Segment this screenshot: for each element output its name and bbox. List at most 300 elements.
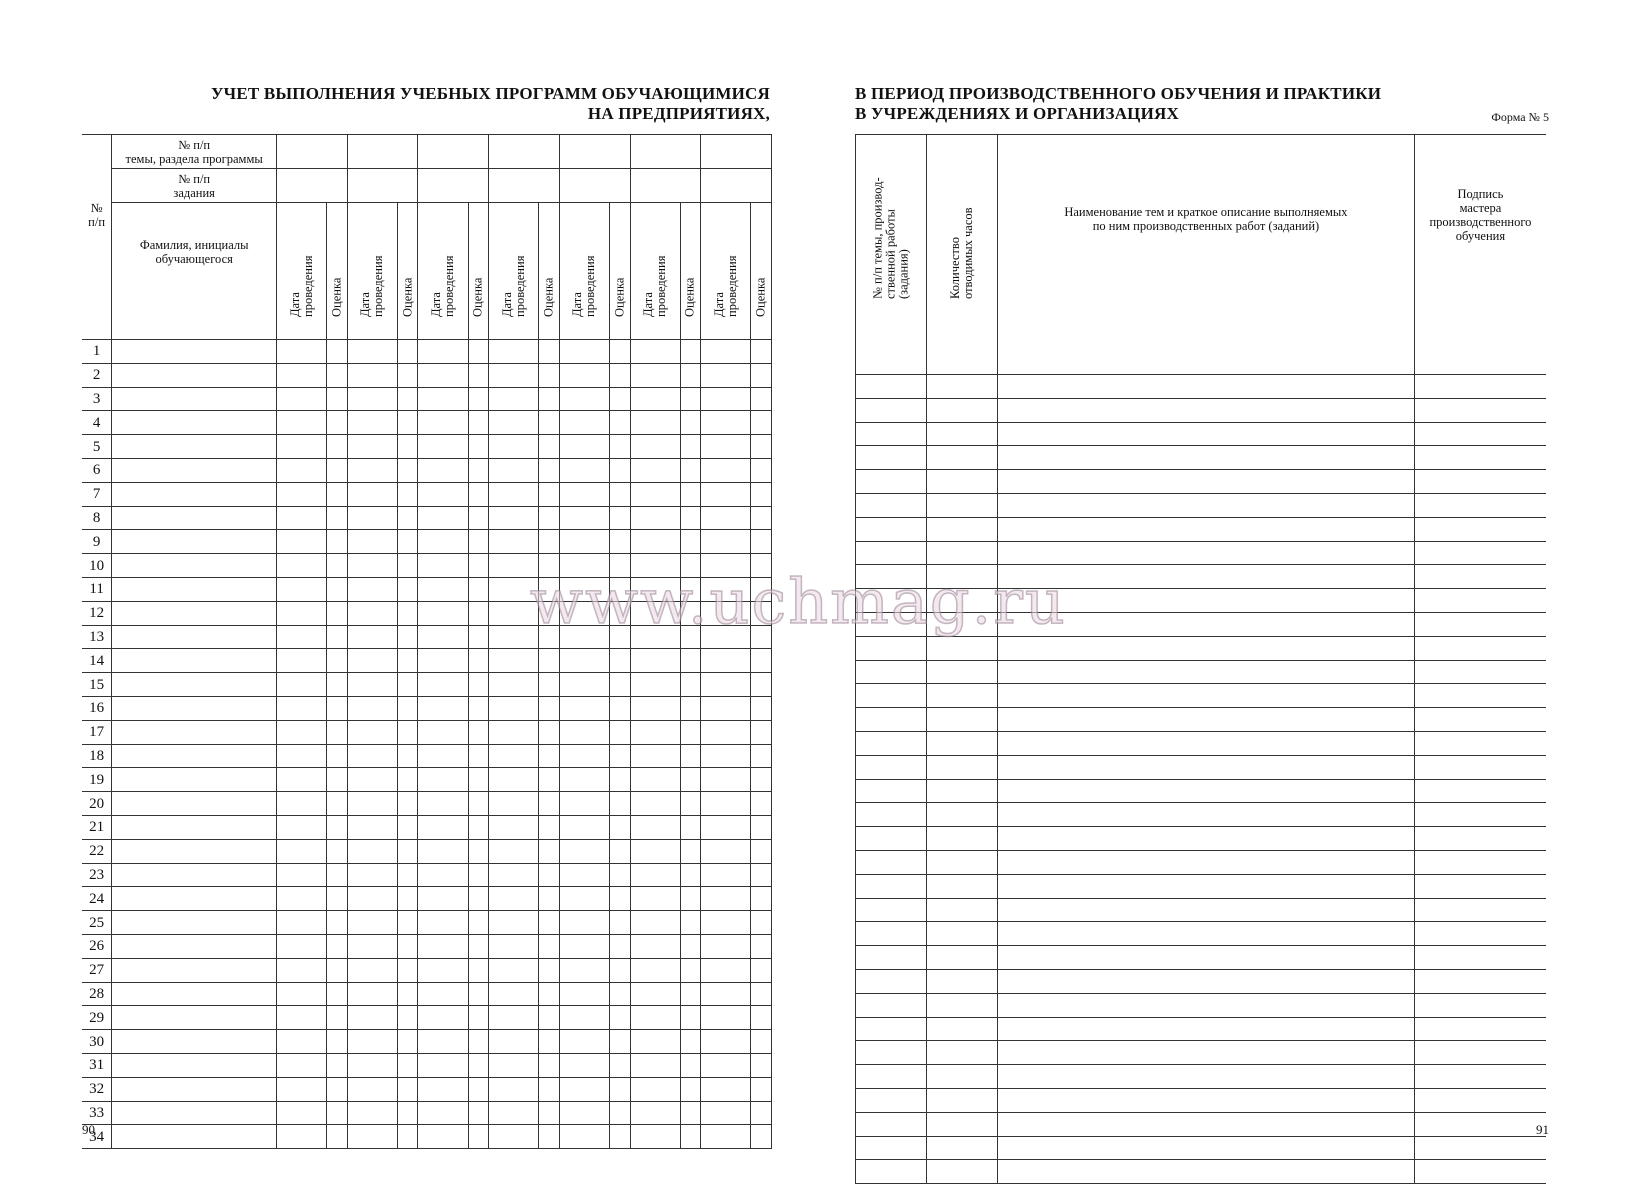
grade-cell (610, 411, 630, 435)
topic-number-cell (856, 922, 927, 946)
grade-cell (610, 363, 630, 387)
grade-cell (327, 625, 347, 649)
table-row (856, 493, 1547, 517)
grade-cell (398, 363, 418, 387)
grade-cell (327, 363, 347, 387)
description-cell (998, 969, 1415, 993)
grade-cell (398, 792, 418, 816)
grade-cell (468, 482, 488, 506)
date-cell (277, 673, 327, 697)
grade-cell (468, 363, 488, 387)
grade-cell (751, 458, 772, 482)
date-cell (630, 625, 680, 649)
date-cell (489, 982, 539, 1006)
grade-cell (610, 934, 630, 958)
grade-cell (468, 744, 488, 768)
header-grade-label: Оценка (329, 277, 344, 317)
signature-cell (1414, 541, 1546, 565)
grade-cell (539, 673, 559, 697)
date-cell (630, 982, 680, 1006)
student-name-cell (112, 744, 277, 768)
date-cell (559, 1006, 609, 1030)
grade-cell (751, 1030, 772, 1054)
table-row (856, 874, 1547, 898)
date-cell (418, 363, 468, 387)
signature-cell (1414, 874, 1546, 898)
grade-cell (327, 696, 347, 720)
date-cell (418, 1030, 468, 1054)
grade-cell (398, 863, 418, 887)
signature-cell (1414, 589, 1546, 613)
date-cell (347, 625, 397, 649)
signature-cell (1414, 660, 1546, 684)
student-name-cell (112, 577, 277, 601)
date-cell (347, 506, 397, 530)
date-cell (701, 530, 751, 554)
header-grade-column (327, 203, 347, 340)
header-date-line-1: Дата (711, 292, 726, 317)
description-cell (998, 922, 1415, 946)
header-date-column (701, 203, 751, 340)
grade-cell (539, 506, 559, 530)
topic-number-cell (856, 589, 927, 613)
table-row (856, 969, 1547, 993)
date-cell (701, 554, 751, 578)
grade-cell (539, 768, 559, 792)
grade-cell (680, 768, 700, 792)
date-cell (701, 768, 751, 792)
grade-cell (468, 554, 488, 578)
date-cell (277, 1053, 327, 1077)
header-signature-line-2: мастера (1459, 201, 1502, 215)
grade-cell (539, 815, 559, 839)
date-cell (701, 482, 751, 506)
date-cell (559, 744, 609, 768)
hours-cell (927, 612, 998, 636)
grade-cell (539, 887, 559, 911)
date-cell (347, 1053, 397, 1077)
grade-cell (468, 673, 488, 697)
date-cell (489, 815, 539, 839)
row-number: 25 (82, 911, 112, 935)
grade-cell (610, 1125, 630, 1149)
description-cell (998, 708, 1415, 732)
hours-cell (927, 779, 998, 803)
grade-cell (539, 839, 559, 863)
grade-cell (680, 1053, 700, 1077)
grade-cell (327, 506, 347, 530)
row-number: 17 (82, 720, 112, 744)
date-cell (489, 792, 539, 816)
description-cell (998, 493, 1415, 517)
topic-cell (489, 135, 560, 169)
date-cell (347, 887, 397, 911)
table-row (856, 827, 1547, 851)
date-cell (701, 982, 751, 1006)
description-cell (998, 946, 1415, 970)
grade-cell (751, 625, 772, 649)
student-name-cell (112, 720, 277, 744)
grade-cell (610, 340, 630, 364)
grade-cell (327, 1030, 347, 1054)
header-task-number (112, 169, 277, 203)
date-cell (701, 435, 751, 459)
date-cell (347, 340, 397, 364)
row-number: 12 (82, 601, 112, 625)
date-cell (701, 839, 751, 863)
date-cell (630, 601, 680, 625)
date-cell (701, 1077, 751, 1101)
right-title-line-1: В ПЕРИОД ПРОИЗВОДСТВЕННОГО ОБУЧЕНИЯ И ПРАКТИКИ (855, 84, 1382, 103)
task-cell (630, 169, 701, 203)
hours-cell (927, 684, 998, 708)
header-signature-line-1: Подпись (1457, 187, 1504, 201)
date-cell (489, 934, 539, 958)
topic-cell (277, 135, 348, 169)
date-cell (347, 649, 397, 673)
topic-cell (347, 135, 418, 169)
student-name-cell (112, 363, 277, 387)
grade-cell (539, 744, 559, 768)
header-date-line-1: Дата (358, 292, 373, 317)
header-row-number (82, 135, 112, 340)
date-cell (630, 363, 680, 387)
date-cell (277, 744, 327, 768)
date-cell (347, 1077, 397, 1101)
description-cell (998, 398, 1415, 422)
grade-cell (680, 1006, 700, 1030)
student-name-cell (112, 839, 277, 863)
grade-cell (327, 1053, 347, 1077)
grade-cell (610, 1101, 630, 1125)
grade-cell (680, 411, 700, 435)
table-row (856, 922, 1547, 946)
header-date-column (277, 203, 327, 340)
header-date-line-2: проведения (300, 255, 315, 317)
table-row (856, 398, 1547, 422)
header-topic-number (856, 135, 927, 375)
student-name-cell (112, 934, 277, 958)
grade-cell (468, 911, 488, 935)
date-cell (347, 958, 397, 982)
table-row (856, 1041, 1547, 1065)
hours-cell (927, 1136, 998, 1160)
signature-cell (1414, 779, 1546, 803)
table-row (82, 1006, 772, 1030)
date-cell (347, 554, 397, 578)
grade-cell (610, 744, 630, 768)
right-record-table (855, 134, 1546, 1184)
task-cell (559, 169, 630, 203)
grade-cell (539, 720, 559, 744)
table-row (82, 387, 772, 411)
grade-cell (751, 363, 772, 387)
table-row (82, 649, 772, 673)
date-cell (277, 934, 327, 958)
grade-cell (468, 1125, 488, 1149)
header-topic-number-line-3: (задания) (896, 249, 911, 299)
grade-cell (468, 982, 488, 1006)
date-cell (559, 887, 609, 911)
topic-number-cell (856, 422, 927, 446)
grade-cell (468, 934, 488, 958)
grade-cell (751, 601, 772, 625)
date-cell (347, 696, 397, 720)
topic-number-cell (856, 708, 927, 732)
signature-cell (1414, 1112, 1546, 1136)
header-grade-column (680, 203, 700, 340)
header-description-line-1: Наименование тем и краткое описание выполняемых (1064, 205, 1348, 219)
date-cell (418, 887, 468, 911)
grade-cell (398, 839, 418, 863)
grade-cell (327, 435, 347, 459)
student-name-cell (112, 411, 277, 435)
hours-cell (927, 398, 998, 422)
table-row (856, 565, 1547, 589)
header-grade-column (539, 203, 559, 340)
row-number: 1 (82, 340, 112, 364)
grade-cell (751, 887, 772, 911)
row-number: 31 (82, 1053, 112, 1077)
date-cell (277, 625, 327, 649)
date-cell (277, 887, 327, 911)
signature-cell (1414, 731, 1546, 755)
grade-cell (468, 340, 488, 364)
date-cell (489, 1077, 539, 1101)
grade-cell (327, 839, 347, 863)
grade-cell (751, 911, 772, 935)
grade-cell (680, 577, 700, 601)
grade-cell (398, 554, 418, 578)
date-cell (630, 1006, 680, 1030)
grade-cell (398, 577, 418, 601)
date-cell (418, 815, 468, 839)
grade-cell (751, 387, 772, 411)
grade-cell (680, 554, 700, 578)
grade-cell (680, 363, 700, 387)
left-title-line-2: НА ПРЕДПРИЯТИЯХ, (587, 104, 770, 123)
grade-cell (398, 601, 418, 625)
date-cell (489, 435, 539, 459)
hours-cell (927, 636, 998, 660)
topic-cell (418, 135, 489, 169)
grade-cell (327, 601, 347, 625)
topic-cell (559, 135, 630, 169)
table-row (856, 1088, 1547, 1112)
table-row (856, 1160, 1547, 1184)
signature-cell (1414, 708, 1546, 732)
date-cell (418, 625, 468, 649)
date-cell (559, 482, 609, 506)
student-name-cell (112, 792, 277, 816)
date-cell (630, 673, 680, 697)
header-grade-label: Оценка (541, 277, 556, 317)
date-cell (559, 1030, 609, 1054)
signature-cell (1414, 684, 1546, 708)
date-cell (277, 649, 327, 673)
grade-cell (468, 530, 488, 554)
hours-cell (927, 803, 998, 827)
date-cell (277, 815, 327, 839)
date-cell (418, 482, 468, 506)
header-date-line-2: проведения (442, 255, 457, 317)
right-title-line-2: В УЧРЕЖДЕНИЯХ И ОРГАНИЗАЦИЯХ (855, 104, 1179, 123)
form-label: Форма № 5 (1491, 110, 1549, 124)
row-number: 5 (82, 435, 112, 459)
row-number: 13 (82, 625, 112, 649)
hours-cell (927, 1112, 998, 1136)
topic-cell (701, 135, 772, 169)
grade-cell (327, 458, 347, 482)
hours-cell (927, 755, 998, 779)
date-cell (701, 911, 751, 935)
grade-cell (468, 839, 488, 863)
date-cell (277, 506, 327, 530)
table-row (82, 839, 772, 863)
student-name-cell (112, 982, 277, 1006)
grade-cell (327, 744, 347, 768)
date-cell (277, 530, 327, 554)
date-cell (559, 982, 609, 1006)
table-row (856, 731, 1547, 755)
hours-cell (927, 827, 998, 851)
header-grade-label: Оценка (400, 277, 415, 317)
date-cell (701, 696, 751, 720)
table-row (856, 779, 1547, 803)
hours-cell (927, 375, 998, 399)
date-cell (701, 887, 751, 911)
topic-number-cell (856, 755, 927, 779)
table-row (82, 554, 772, 578)
grade-cell (398, 1125, 418, 1149)
grade-cell (327, 482, 347, 506)
grade-cell (751, 1006, 772, 1030)
date-cell (418, 530, 468, 554)
grade-cell (468, 387, 488, 411)
grade-cell (398, 673, 418, 697)
grade-cell (468, 1053, 488, 1077)
date-cell (489, 744, 539, 768)
grade-cell (398, 696, 418, 720)
grade-cell (539, 458, 559, 482)
description-cell (998, 1041, 1415, 1065)
date-cell (559, 768, 609, 792)
date-cell (559, 1101, 609, 1125)
grade-cell (398, 411, 418, 435)
page-number-left: 90 (82, 1122, 95, 1137)
grade-cell (751, 554, 772, 578)
topic-number-cell (856, 993, 927, 1017)
grade-cell (751, 577, 772, 601)
header-grade-column (398, 203, 418, 340)
grade-cell (751, 696, 772, 720)
table-row (82, 934, 772, 958)
date-cell (489, 1006, 539, 1030)
topic-number-cell (856, 565, 927, 589)
row-number: 30 (82, 1030, 112, 1054)
date-cell (418, 506, 468, 530)
table-row (82, 601, 772, 625)
grade-cell (680, 340, 700, 364)
date-cell (630, 1053, 680, 1077)
date-cell (418, 934, 468, 958)
date-cell (347, 720, 397, 744)
grade-cell (398, 768, 418, 792)
description-cell (998, 1017, 1415, 1041)
hours-cell (927, 898, 998, 922)
grade-cell (327, 554, 347, 578)
student-name-cell (112, 530, 277, 554)
date-cell (489, 554, 539, 578)
grade-cell (398, 887, 418, 911)
date-cell (418, 1101, 468, 1125)
description-cell (998, 1136, 1415, 1160)
date-cell (418, 387, 468, 411)
description-cell (998, 684, 1415, 708)
student-name-cell (112, 506, 277, 530)
date-cell (559, 458, 609, 482)
table-row (82, 530, 772, 554)
grade-cell (327, 934, 347, 958)
table-row (856, 636, 1547, 660)
header-date-line-2: проведения (654, 255, 669, 317)
signature-cell (1414, 946, 1546, 970)
header-grade-column (610, 203, 630, 340)
hours-cell (927, 1041, 998, 1065)
header-grade-label: Оценка (753, 277, 768, 317)
grade-cell (398, 815, 418, 839)
grade-cell (539, 411, 559, 435)
grade-cell (751, 435, 772, 459)
grade-cell (327, 863, 347, 887)
date-cell (489, 839, 539, 863)
grade-cell (680, 696, 700, 720)
date-cell (418, 340, 468, 364)
grade-cell (327, 1006, 347, 1030)
task-cell (277, 169, 348, 203)
date-cell (630, 530, 680, 554)
date-cell (347, 673, 397, 697)
date-cell (701, 411, 751, 435)
date-cell (489, 387, 539, 411)
grade-cell (610, 696, 630, 720)
date-cell (489, 768, 539, 792)
header-date-line-1: Дата (287, 292, 302, 317)
topic-cell (630, 135, 701, 169)
grade-cell (751, 815, 772, 839)
date-cell (277, 982, 327, 1006)
student-name-cell (112, 911, 277, 935)
date-cell (559, 435, 609, 459)
date-cell (347, 363, 397, 387)
date-cell (630, 482, 680, 506)
grade-cell (680, 530, 700, 554)
task-cell (347, 169, 418, 203)
header-hours-line-2: отводимых часов (961, 207, 976, 299)
table-row (82, 577, 772, 601)
date-cell (701, 601, 751, 625)
signature-cell (1414, 375, 1546, 399)
date-cell (489, 696, 539, 720)
topic-number-cell (856, 493, 927, 517)
description-cell (998, 731, 1415, 755)
grade-cell (680, 625, 700, 649)
student-name-cell (112, 649, 277, 673)
description-cell (998, 993, 1415, 1017)
grade-cell (751, 839, 772, 863)
grade-cell (751, 744, 772, 768)
header-topic-number-line-2: ственной работы (883, 209, 898, 299)
